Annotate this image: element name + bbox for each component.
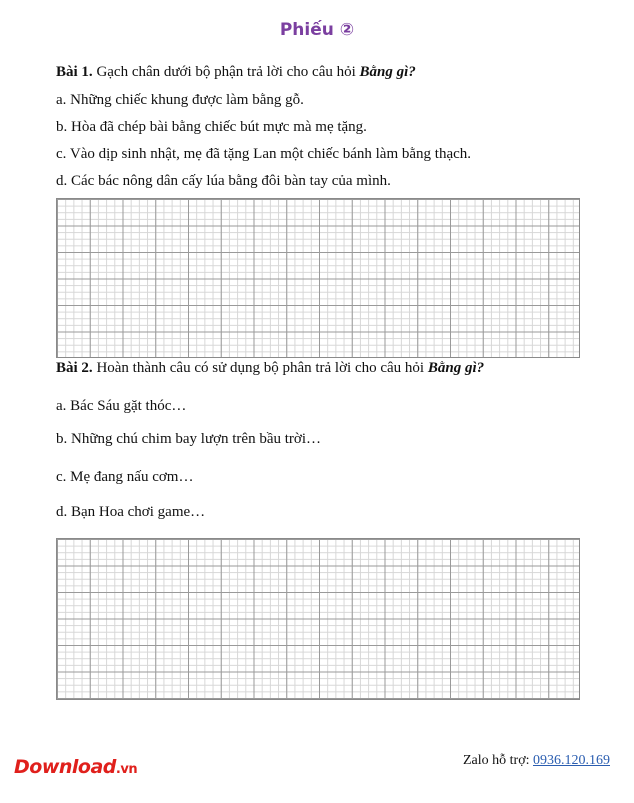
logo-suffix-text: .vn <box>115 762 138 777</box>
bai2-heading <box>56 360 484 377</box>
bai1-item-a: a. Những chiếc khung được làm bằng gỗ. <box>56 92 304 108</box>
bai2-item-b: b. Những chú chim bay lượn trên bầu trời… <box>56 431 321 447</box>
bai1-instruction: Gạch chân dưới bộ phận trả lời cho câu hỏi <box>96 64 356 80</box>
bai2-item-c: c. Mẹ đang nấu cơm… <box>56 469 194 485</box>
writing-grid-1[interactable] <box>56 198 580 358</box>
zalo-support <box>463 753 610 769</box>
bai1-item-d: d. Các bác nông dân cấy lúa bằng đôi bàn tay của mình. <box>56 173 391 189</box>
bai1-label: Bài 1. <box>56 64 93 80</box>
bai1-item-b: b. Hòa đã chép bài bằng chiếc bút mực mà mẹ tặng. <box>56 119 367 135</box>
zalo-support-label: Zalo hỗ trợ: <box>463 753 530 768</box>
zalo-phone-link[interactable]: 0936.120.169 <box>533 753 610 768</box>
bai1-item-c: c. Vào dịp sinh nhật, mẹ đã tặng Lan một chiếc bánh làm bằng thạch. <box>56 146 472 162</box>
bai2-label: Bài 2. <box>56 360 93 376</box>
bai2-instruction: Hoàn thành câu có sử dụng bộ phân trả lời cho câu hỏi <box>96 360 425 376</box>
logo-main-text: Download <box>14 756 116 778</box>
writing-grid-2[interactable] <box>56 538 580 700</box>
page-title: Phiếu ② <box>279 20 355 40</box>
bai1-question: Bằng gì? <box>359 64 416 80</box>
bai2-question: Bằng gì? <box>427 360 485 376</box>
bai2-item-a: a. Bác Sáu gặt thóc… <box>56 398 187 414</box>
bai1-heading <box>56 64 416 81</box>
bai2-item-d: d. Bạn Hoa chơi game… <box>56 504 206 520</box>
download-logo[interactable] <box>14 756 137 778</box>
